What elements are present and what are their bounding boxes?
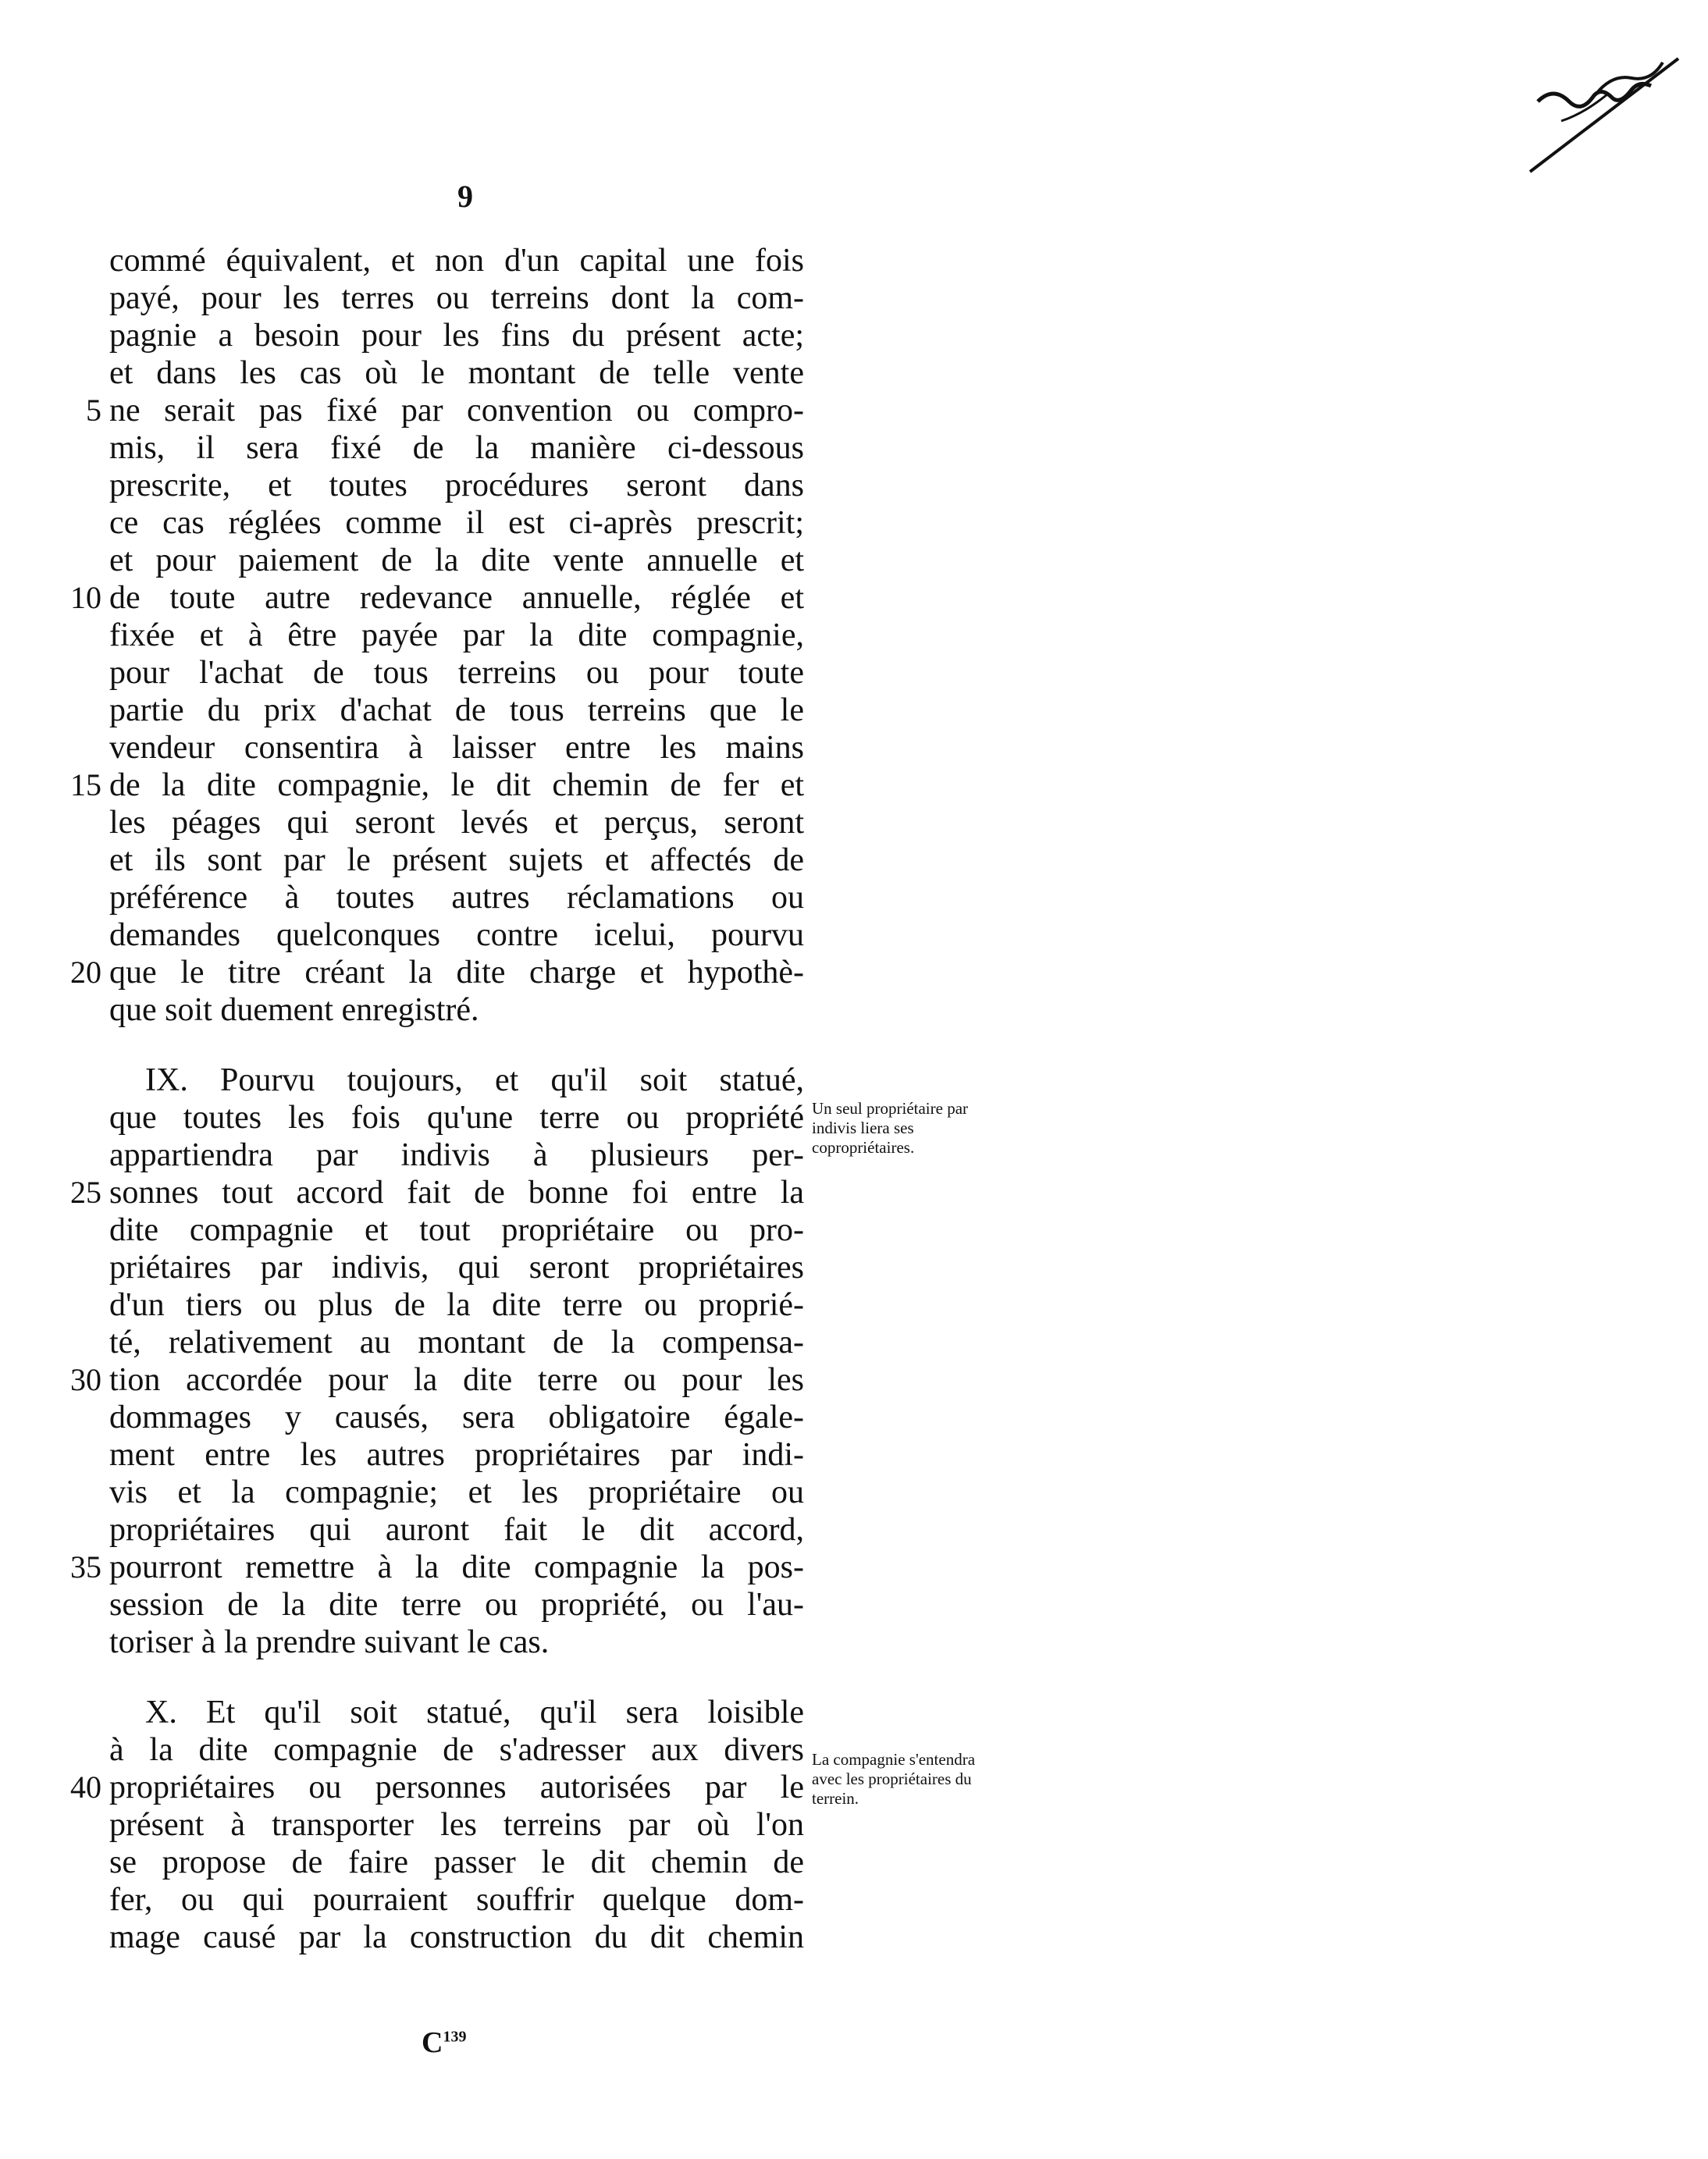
signature-number: 139 [443, 2028, 467, 2046]
text-line: mis, il sera fixé de la manière ci-dessous [109, 430, 804, 466]
handwritten-signature [1522, 47, 1686, 180]
text-line: et pour paiement de la dite vente annuelle et [109, 542, 804, 578]
text-line: appartiendra par indivis à plusieurs per- [109, 1137, 804, 1173]
line-number: 10 [70, 580, 101, 615]
margin-note-x: La compagnie s'entendra avec les propriétaires du terrein. [812, 1750, 976, 1808]
text-line: session de la dite terre ou propriété, ou l'au- [109, 1587, 804, 1623]
text-line: fer, ou qui pourraient souffrir quelque dom- [109, 1882, 804, 1918]
printer-signature-mark [422, 2026, 466, 2060]
line-number: 5 [86, 393, 101, 428]
text-line: d'un tiers ou plus de la dite terre ou proprié- [109, 1287, 804, 1323]
line-number: 30 [70, 1362, 101, 1397]
text-line: propriétaires qui auront fait le dit accord, [109, 1512, 804, 1548]
text-line: demandes quelconques contre icelui, pourvu [109, 917, 804, 953]
signature-letter: C [422, 2026, 443, 2059]
text-line: IX. Pourvu toujours, et qu'il soit statué, [145, 1062, 804, 1098]
text-line: mage causé par la construction du dit chemin [109, 1919, 804, 1955]
text-line: té, relativement au montant de la compensa- [109, 1325, 804, 1360]
text-line: priétaires par indivis, qui seront propriétaires [109, 1250, 804, 1286]
text-line: prescrite, et toutes procédures seront dans [109, 468, 804, 503]
text-line: dite compagnie et tout propriétaire ou pro- [109, 1212, 804, 1248]
text-line: et ils sont par le présent sujets et affectés de [109, 842, 804, 878]
text-line: de la dite compagnie, le dit chemin de fer et [109, 767, 804, 803]
text-line: payé, pour les terres ou terreins dont la com- [109, 280, 804, 316]
text-line: ne serait pas fixé par convention ou compro- [109, 393, 804, 429]
text-line: X. Et qu'il soit statué, qu'il sera loisible [145, 1695, 804, 1730]
text-line: se propose de faire passer le dit chemin de [109, 1844, 804, 1880]
text-line: préférence à toutes autres réclamations ou [109, 880, 804, 916]
text-line: fixée et à être payée par la dite compagnie, [109, 617, 804, 653]
text-line: ce cas réglées comme il est ci-après prescrit; [109, 505, 804, 541]
text-line: partie du prix d'achat de tous terreins que le [109, 692, 804, 728]
page-number: 9 [457, 179, 473, 214]
text-line: pour l'achat de tous terreins ou pour toute [109, 655, 804, 691]
text-line: présent à transporter les terreins par où l'on [109, 1807, 804, 1843]
text-line: tion accordée pour la dite terre ou pour les [109, 1362, 804, 1398]
text-line: à la dite compagnie de s'adresser aux divers [109, 1732, 804, 1768]
text-line: que le titre créant la dite charge et hypothè- [109, 955, 804, 991]
text-line: dommages y causés, sera obligatoire égale- [109, 1400, 804, 1435]
line-number: 15 [70, 767, 101, 802]
line-number: 35 [70, 1549, 101, 1585]
text-line: ment entre les autres propriétaires par indi- [109, 1437, 804, 1473]
text-line: de toute autre redevance annuelle, réglée et [109, 580, 804, 616]
text-line: vis et la compagnie; et les propriétaire ou [109, 1474, 804, 1510]
text-line: les péages qui seront levés et perçus, seront [109, 805, 804, 841]
text-line: propriétaires ou personnes autorisées par le [109, 1770, 804, 1805]
text-line: pagnie a besoin pour les fins du présent acte; [109, 318, 804, 354]
text-line: toriser à la prendre suivant le cas. [109, 1624, 550, 1660]
line-number: 40 [70, 1770, 101, 1805]
text-line: et dans les cas où le montant de telle vente [109, 355, 804, 391]
text-line: pourront remettre à la dite compagnie la pos- [109, 1549, 804, 1585]
text-line: que toutes les fois qu'une terre ou propriété [109, 1100, 804, 1136]
text-line: vendeur consentira à laisser entre les mains [109, 730, 804, 766]
text-line: commé équivalent, et non d'un capital une fois [109, 243, 804, 279]
text-line: sonnes tout accord fait de bonne foi entre la [109, 1175, 804, 1211]
margin-note-ix: Un seul propriétaire par indivis liera ses copropriétaires. [812, 1099, 969, 1157]
line-number: 25 [70, 1175, 101, 1210]
text-line: que soit duement enregistré. [109, 992, 479, 1028]
line-number: 20 [70, 955, 101, 990]
